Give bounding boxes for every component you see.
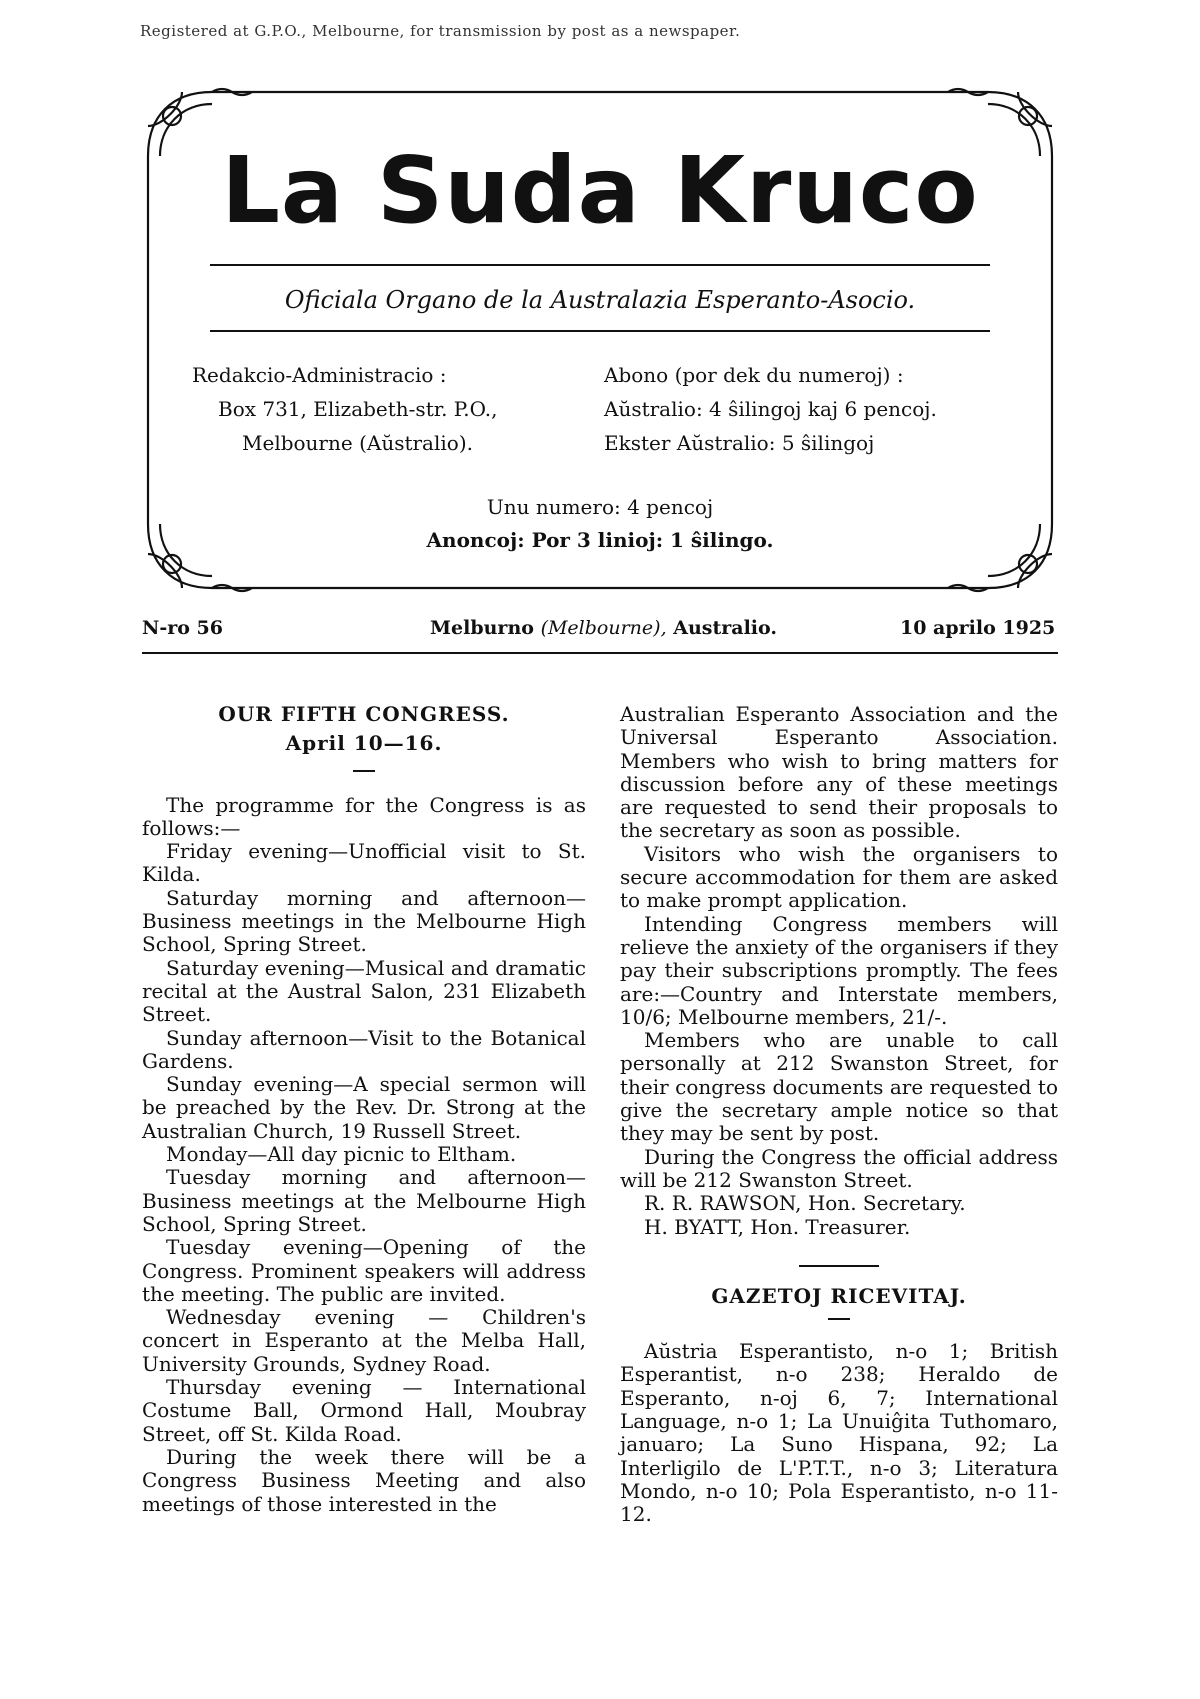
section-divider xyxy=(799,1265,879,1267)
editorial-address-2: Melbourne (Aŭstralio). xyxy=(242,431,473,455)
congress-continuation: Australian Esperanto Association and the Universal Esperanto Association. Members who wish to bring matters for discussion before any of these meetings are requested to send their proposals to the secretary as soon as possible. xyxy=(620,702,1058,843)
congress-paragraph: Tuesday evening—Opening of the Congress. Prominent speakers will address the meeting. The public are invited. xyxy=(142,1235,586,1306)
place-name: Melburno xyxy=(430,617,534,639)
subscription-australia: Aŭstralio: 4 ŝilingoj kaj 6 pencoj. xyxy=(604,397,937,421)
congress-paragraph: Tuesday morning and afternoon—Business meetings at the Melbourne High School, Spring Street. xyxy=(142,1165,586,1236)
congress-continuation: Visitors who wish the organisers to secure accommodation for them are asked to make prompt application. xyxy=(620,841,1058,913)
congress-paragraph: Saturday evening—Musical and dramatic recital at the Austral Salon, 231 Elizabeth Street. xyxy=(142,955,586,1027)
congress-paragraph: The programme for the Congress is as follows:— xyxy=(142,792,586,840)
congress-title-rule xyxy=(353,770,375,772)
registration-notice: Registered at G.P.O., Melbourne, for transmission by post as a newspaper. xyxy=(140,22,741,40)
congress-paragraph: Saturday morning and afternoon—Business meetings in the Melbourne High School, Spring Street. xyxy=(142,885,586,957)
advertising-rate: Anoncoj: Por 3 linioj: 1 ŝilingo. xyxy=(426,528,774,552)
congress-paragraph: Monday—All day picnic to Eltham. xyxy=(166,1142,517,1167)
congress-continuation: During the Congress the official address will be 212 Swanston Street. xyxy=(620,1144,1058,1192)
title-rule xyxy=(210,264,990,266)
congress-dates: April 10—16. xyxy=(285,731,443,756)
signature-treasurer: H. BYATT, Hon. Treasurer. xyxy=(644,1214,911,1239)
congress-article-right xyxy=(620,703,1058,1527)
issue-date: 10 aprilo 1925 xyxy=(900,617,1056,639)
congress-paragraph: Sunday afternoon—Visit to the Botanical Gardens. xyxy=(142,1025,586,1073)
subscription-block xyxy=(604,358,937,460)
signature-secretary: R. R. RAWSON, Hon. Secretary. xyxy=(644,1191,966,1216)
congress-paragraph: Wednesday evening — Children's concert in Esperanto at the Melba Hall, University Grounds, Sydney Road. xyxy=(142,1305,586,1376)
issue-rule xyxy=(142,652,1058,654)
gazettes-text: Aŭstria Esperantisto, n-o 1; British Esperantist, n-o 238; Heraldo de Esperanto, n-oj 6, 7; International Language, n-o 1; La Unuiĝita Tuthomaro, januaro; La Suno Hispana, 92; La Interligilo de L'P.T.T., n-o 3; Literatura Mondo, n-o 10; Pola Esperantisto, n-o 11-12. xyxy=(620,1339,1058,1527)
subtitle-rule xyxy=(210,330,990,332)
single-copy-price: Unu numero: 4 pencoj xyxy=(486,495,714,519)
editorial-block xyxy=(192,358,498,460)
congress-paragraph: Thursday evening — International Costume Ball, Ormond Hall, Moubray Street, off St. Kilda Road. xyxy=(142,1375,586,1446)
place-english: (Melbourne), xyxy=(540,617,667,639)
congress-continuation: Members who are unable to call personally at 212 Swanston Street, for their congress documents are requested to give the secretary ample notice so that they may be sent by post. xyxy=(620,1028,1058,1146)
subscription-label: Abono (por dek du numeroj) : xyxy=(604,363,904,387)
newspaper-subtitle: Oficiala Organo de la Australazia Esperanto-Asocio. xyxy=(284,286,916,314)
editorial-address-1: Box 731, Elizabeth-str. P.O., xyxy=(218,397,498,421)
congress-paragraph: During the week there will be a Congress Business Meeting and also meetings of those interested in the xyxy=(142,1444,586,1516)
editorial-label: Redakcio-Administracio : xyxy=(192,363,447,387)
issue-number: N-ro 56 xyxy=(142,617,223,639)
gazettes-title-rule xyxy=(828,1318,850,1320)
gazettes-title: GAZETOJ RICEVITAJ. xyxy=(711,1283,967,1308)
subscription-abroad: Ekster Aŭstralio: 5 ŝilingoj xyxy=(604,431,875,455)
congress-paragraph: Sunday evening—A special sermon will be preached by the Rev. Dr. Strong at the Australian Church, 19 Russell Street. xyxy=(142,1072,586,1143)
congress-title: OUR FIFTH CONGRESS. xyxy=(218,702,510,726)
congress-continuation: Intending Congress members will relieve the anxiety of the organisers if they pay their subscriptions promptly. The fees are:—Country and Interstate members, 10/6; Melbourne members, 21/-. xyxy=(620,911,1058,1029)
issue-place xyxy=(430,617,777,639)
newspaper-title: La Suda Kruco xyxy=(221,137,979,244)
congress-paragraph: Friday evening—Unofficial visit to St. Kilda. xyxy=(142,839,586,887)
congress-article-left xyxy=(142,703,586,1516)
country: Australio. xyxy=(673,617,777,639)
